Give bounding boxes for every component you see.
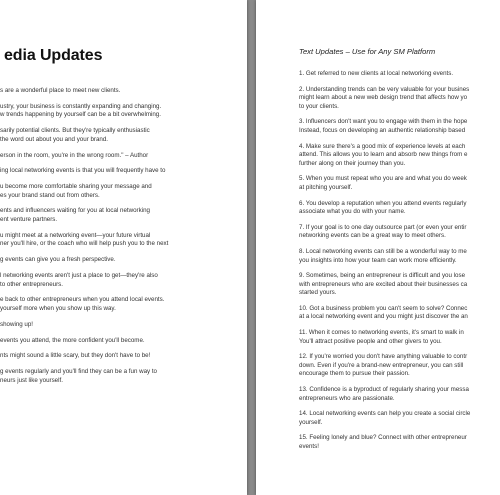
list-item-line: 3. Influencers don't want you to engage with them in the hope [299, 118, 468, 126]
list-item-line: entrepreneurs who are passionate. [299, 394, 395, 402]
paragraph [0, 103, 240, 120]
list-item [299, 86, 500, 112]
paragraph [0, 207, 240, 224]
list-item-line: 6. You develop a reputation when you attend events regularly [299, 199, 467, 207]
paragraph [0, 272, 240, 289]
list-item-line: 5. When you must repeat who you are and what you do week [299, 175, 467, 183]
list-item [299, 175, 500, 192]
list-item-line: 4. Make sure there's a good mix of experience levels at each [299, 142, 466, 150]
list-item-line: to your clients. [299, 102, 339, 110]
paragraph [0, 368, 240, 385]
list-item-line: down. Even if you're a brand-new entrepreneur, you can still [299, 361, 464, 369]
left-page-content [0, 47, 240, 392]
document-page-right [256, 0, 500, 495]
left-page-body [0, 87, 240, 385]
paragraph [0, 352, 240, 361]
paragraph-line: showing up! [0, 320, 34, 328]
list-item-line: You'll attract positive people and other givers to you. [299, 337, 442, 345]
paragraph-line: l networking events aren't just a place to get—they're also [0, 272, 158, 279]
paragraph [0, 87, 240, 96]
paragraph-line: the word out about you and your brand. [0, 135, 109, 143]
paragraph [0, 337, 240, 346]
list-item-line: attend. This allows you to learn and absorb new things from e [299, 151, 468, 159]
list-item [299, 70, 500, 79]
paragraph-line: sarily potential clients. But they're typically enthusiastic [0, 127, 150, 135]
paragraph-line: neurs just like yourself. [0, 376, 63, 384]
paragraph [0, 127, 240, 144]
paragraph-line: s are a wonderful place to meet new clients. [0, 87, 121, 94]
list-item [299, 143, 500, 169]
paragraph-line: ustry, your business is constantly expanding and changing. [0, 102, 162, 110]
paragraph-line: ing local networking events is that you will frequently have to [0, 167, 166, 175]
list-item-line: networking events can be a great way to meet others. [299, 232, 446, 240]
list-item-line: 9. Sometimes, being an entrepreneur is difficult and you lose [299, 272, 466, 280]
paragraph [0, 183, 240, 200]
list-item-line: Instead, focus on developing an authentic relationship based [299, 126, 466, 134]
list-item-line: 14. Local networking events can help you create a social circle [299, 410, 471, 418]
list-item-line: 10. Got a business problem you can't seem to solve? Connec [299, 304, 468, 312]
list-item-line: 1. Get referred to new clients at local networking events. [299, 70, 454, 77]
list-item-line: 11. When it comes to networking events, it's smart to walk in [299, 329, 464, 337]
paragraph [0, 321, 240, 330]
list-item-line: started yours. [299, 289, 337, 297]
right-page-content [299, 47, 500, 459]
paragraph-line: u become more comfortable sharing your message and [0, 183, 152, 191]
paragraph-line: nts might sound a little scary, but they don't have to be! [0, 352, 151, 360]
list-item-line: further along on their journey than you. [299, 159, 406, 167]
numbered-list [299, 70, 500, 452]
paragraph-line: u might meet at a networking event—your future virtual [0, 231, 151, 239]
page-title: edia Updates [4, 47, 103, 64]
list-item [299, 200, 500, 217]
paragraph-line: g events regularly and you'll find they can be a fun way to [0, 368, 157, 376]
paragraph-line: events you attend, the more confident you'll become. [0, 336, 145, 344]
paragraph-line: w trends happening by yourself can be a bit overwhelming. [0, 111, 161, 119]
paragraph-line: ent venture partners. [0, 216, 58, 224]
list-item-line: might learn about a new web design trend that affects how yo [299, 94, 468, 102]
list-item-line: at pitching yourself. [299, 183, 353, 191]
list-item-line: events! [299, 443, 319, 450]
list-item [299, 410, 500, 427]
paragraph-line: yourself more when you show up this way. [0, 304, 116, 312]
paragraph [0, 152, 240, 161]
paragraph-line: ner you'll hire, or the coach who will help push you to the next [0, 240, 169, 248]
list-item-line: 12. If you're worried you don't have anything valuable to contr [299, 353, 468, 361]
list-item-line: 8. Local networking events can still be a wonderful way to me [299, 247, 467, 255]
list-item-line: 13. Confidence is a byproduct of regularly sharing your messa [299, 386, 469, 394]
paragraph [0, 296, 240, 313]
list-item [299, 434, 500, 451]
document-page-left [0, 0, 247, 495]
list-item [299, 305, 500, 322]
list-item [299, 386, 500, 403]
paragraph-line: e back to other entrepreneurs when you attend local events. [0, 296, 165, 304]
list-item [299, 272, 500, 298]
list-item-line: yourself. [299, 418, 323, 426]
list-item-line: you insights into how your team can work more efficiently. [299, 256, 457, 264]
paragraph [0, 232, 240, 249]
list-item [299, 329, 500, 346]
list-item [299, 224, 500, 241]
list-item-line: encourage them to pursue their passion. [299, 370, 410, 378]
list-item-line: with entrepreneurs who are excited about their businesses ca [299, 280, 468, 288]
list-item-line: at a local networking event and you might just discover the an [299, 313, 468, 321]
list-item-line: 2. Understanding trends can be very valuable for your busines [299, 85, 470, 93]
paragraph [0, 167, 240, 176]
paragraph-line: g events can give you a fresh perspective. [0, 256, 116, 264]
paragraph-line: to other entrepreneurs. [0, 280, 63, 288]
paragraph [0, 256, 240, 265]
list-item [299, 353, 500, 379]
list-item-line: 7. If your goal is to one day outsource part (or even your entir [299, 223, 467, 231]
paragraph-line: ents and influencers waiting for you at local networking [0, 207, 150, 215]
list-item-line: 15. Feeling lonely and blue? Connect with other entrepreneur [299, 434, 467, 442]
list-item-line: associate what you do with your name. [299, 208, 406, 216]
section-subtitle: Text Updates – Use for Any SM Platform [299, 47, 436, 56]
list-item [299, 248, 500, 265]
list-item [299, 118, 500, 135]
paragraph-line: erson in the room, you're in the wrong room." – Author [0, 151, 149, 159]
paragraph-line: es your brand stand out from others. [0, 191, 100, 199]
